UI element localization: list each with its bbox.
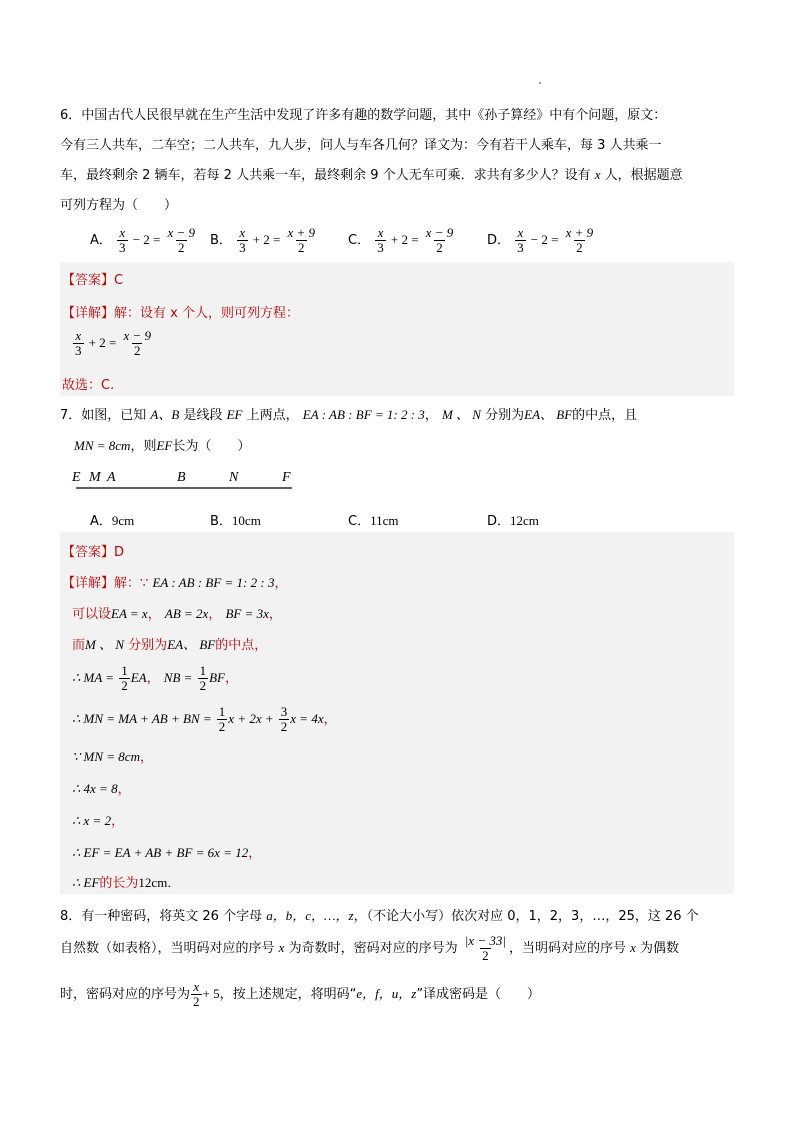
q7-line-1-segments: EA、 BF (524, 407, 573, 422)
q6-option-b[interactable] (210, 226, 318, 255)
q7-line-2-mn: MN = 8cm (74, 438, 131, 453)
q7-line-1-c: 是线段 (183, 408, 223, 423)
q8-line-1-letters: a，b，c，…，z (266, 908, 354, 923)
q7-s2-g: ， (268, 607, 282, 622)
q6-line-1: 6．中国古代人民很早就在生产生活中发现了许多有趣的数学问题，其中《孙子算经》中有个问题，原文： (60, 108, 667, 123)
q7-s9-b: ， (248, 846, 262, 861)
point-label-e: E (72, 470, 81, 485)
q7-option-d[interactable] (487, 510, 539, 529)
scan-dot (539, 82, 541, 84)
q7-option-b-label: B． (210, 514, 232, 529)
point-label-a: A (107, 470, 116, 485)
q6-detail-text: 解：设有 x 个人，则可列方程： (114, 306, 299, 321)
q7-detail-line-4 (72, 664, 238, 693)
q6-option-b-label: B． (210, 233, 232, 248)
segment-figure (70, 466, 300, 494)
q7-s5-half: $\frac{1}{2}$ (218, 704, 226, 734)
q6-option-d[interactable] (487, 226, 596, 255)
q7-s5-a: ∴ MN = MA + AB + BN = (72, 711, 212, 726)
q7-line-2-ef: EF (156, 438, 173, 453)
q7-option-b-value: 10cm (231, 513, 261, 528)
q8-line-2 (60, 934, 679, 963)
q7-s7-a: ∴ 4x = 8 (72, 781, 118, 796)
q8-line-2-a: 自然数（如表格），当明码对应的序号 (60, 941, 275, 956)
q7-s8-b: ， (111, 814, 125, 829)
q7-option-a[interactable] (90, 510, 134, 529)
q6-answer (62, 269, 123, 288)
q6-option-a-right-fraction: $\frac{x - 9}{2}$ (167, 225, 196, 255)
q6-line-4: 可列方程为（ ） (60, 198, 178, 213)
q7-option-c[interactable] (348, 510, 398, 529)
q7-s8-a: ∴ x = 2 (72, 813, 112, 828)
q8-line-3-letters: e，f，u，z (356, 986, 417, 1001)
point-label-b: B (177, 470, 186, 485)
q6-eq-left-fraction: $\frac{x}{3}$ (75, 328, 82, 358)
q7-s4-half-2: $\frac{1}{2}$ (199, 663, 207, 693)
q7-detail-line-7 (72, 778, 131, 797)
q7-detail-ratio: EA : AB : BF = 1: 2 : 3 (152, 575, 275, 590)
q7-line-1-j: 的中点，且 (572, 408, 638, 423)
q7-answer-tag: 【答案】 (62, 545, 115, 560)
q6-option-c-label: C． (348, 233, 371, 248)
q7-detail-line-8 (72, 810, 124, 829)
q7-line-1-a: 7．如图，已知 (60, 408, 147, 423)
point-label-f: F (282, 470, 291, 485)
q7-s4-f: ， (224, 671, 238, 686)
q8-line-2-b: 为奇数时，密码对应的序号为 (288, 941, 458, 956)
q7-s10-b: 的长为 (99, 876, 139, 891)
q7-line-1-e: 上两点， (246, 408, 299, 423)
q8-even-fraction: $\frac{x}{2}$ (193, 979, 200, 1009)
q6-line-2: 今有三人共车，二车空；二人共车，九人步，问人与车各几何？译文为：今有若干人乘车，每 3 人共乘一 (60, 138, 662, 153)
point-label-m: M (89, 470, 101, 485)
q6-option-a[interactable] (90, 226, 198, 255)
q6-answer-panel (60, 262, 734, 396)
point-label-n: N (229, 470, 239, 485)
q7-detail-tag: 【详解】 (62, 576, 115, 591)
q7-detail-line-6 (72, 746, 153, 765)
q6-detail-tag: 【详解】 (62, 306, 115, 321)
q7-option-a-label: A． (90, 514, 112, 529)
q7-s5-d: ， (323, 712, 337, 727)
q7-s10-d: ． (167, 876, 181, 891)
q8-line-2-x2: x (630, 940, 636, 955)
q7-s3-b: M 、 N (85, 637, 125, 652)
q6-option-d-mid: − 2 = (530, 232, 559, 247)
q6-option-b-right-fraction: $\frac{x + 9}{2}$ (287, 225, 316, 255)
q6-equation (72, 329, 154, 358)
q7-s9-a: ∴ EF = EA + AB + BF = 6x = 12 (72, 845, 249, 860)
q7-line-1-points: A、B (150, 407, 180, 422)
q7-s2-b: EA = x (111, 606, 148, 621)
q8-line-3-a: 时，密码对应的序号为 (60, 987, 191, 1002)
q6-option-c-right-fraction: $\frac{x - 9}{2}$ (425, 225, 454, 255)
q7-s3-c: 分别为 (128, 638, 168, 653)
q7-s3-d: EA、 BF (167, 637, 216, 652)
q7-s4-a: ∴ MA = (72, 670, 115, 685)
q6-eq-mid: + 2 = (88, 335, 117, 350)
q8-line-3 (60, 980, 540, 1009)
q7-line-1 (60, 404, 637, 423)
q7-s10-c: 12cm (138, 875, 168, 890)
q6-line-3-text: 车，最终剩余 2 辆车，若每 2 人共乘一车，最终剩余 9 个人无车可乘．求共有多少人？设有 (60, 168, 591, 183)
q6-option-c[interactable] (348, 226, 456, 255)
q7-s4-e: BF (209, 670, 225, 685)
q6-option-a-mid: − 2 = (132, 232, 161, 247)
q8-line-3-b: + 5 (202, 986, 220, 1001)
q7-s5-c: x = 4x (290, 711, 324, 726)
q7-option-c-value: 11cm (370, 513, 399, 528)
q7-s5-three-half: $\frac{3}{2}$ (280, 704, 288, 734)
q6-line-3-var: x (594, 167, 601, 182)
q7-detail-line-10 (72, 872, 180, 891)
q6-option-a-left-fraction: $\frac{x}{3}$ (119, 225, 126, 255)
q7-s4-b: EA (130, 670, 147, 685)
q7-option-a-value: 9cm (111, 513, 135, 528)
q7-line-1-ef: EF (226, 407, 243, 422)
q7-answer (62, 541, 124, 560)
q7-option-d-value: 12cm (510, 513, 539, 528)
q6-option-d-right-fraction: $\frac{x + 9}{2}$ (565, 225, 594, 255)
q7-answer-value: D (114, 545, 125, 560)
q7-s6-a: ∵ MN = 8cm (72, 749, 140, 764)
q7-option-b[interactable] (210, 510, 261, 529)
q6-eq-right-fraction: $\frac{x - 9}{2}$ (123, 328, 151, 358)
q8-odd-fraction: $\frac{|x - 33|}{2}$ (464, 933, 506, 963)
q6-answer-tag: 【答案】 (62, 273, 115, 288)
q7-detail-line-1: 【详解】解：∵ EA : AB : BF = 1: 2 : 3， (62, 575, 288, 591)
q8-line-1-a: 8．有一种密码，将英文 26 个字母 (60, 909, 263, 924)
q7-line-2-b: ，则 (130, 439, 157, 454)
q7-s4-d: NB = (163, 670, 193, 685)
q7-line-2-d: 长为（ ） (172, 439, 251, 454)
q8-line-2-c: ，当明码对应的序号 (508, 941, 626, 956)
q6-option-c-left-fraction: $\frac{x}{3}$ (377, 225, 384, 255)
q6-answer-value: C (114, 273, 124, 288)
q7-line-1-ratio: EA : AB : BF = 1: 2 : 3 (302, 407, 425, 422)
q8-line-3-e: ”译成密码是（ ） (416, 987, 541, 1002)
q7-s4-c: ， (146, 671, 160, 686)
q7-line-1-f: ， (424, 408, 438, 423)
q7-s5-b: x + 2x + (228, 711, 274, 726)
q6-line-3-end: 人，根据题意 (604, 168, 683, 183)
q6-conclusion: 故选：C. (62, 378, 115, 393)
q7-s3-a: 而 (72, 638, 86, 653)
q7-s2-f: BF = 3x (225, 606, 269, 621)
q6-option-c-mid: + 2 = (390, 232, 419, 247)
q8-line-1 (60, 905, 699, 924)
q7-detail-line-9 (72, 842, 261, 861)
q7-s2-c: ， (147, 607, 161, 622)
q7-s3-e: 的中点， (215, 638, 268, 653)
q6-option-d-left-fraction: $\frac{x}{3}$ (517, 225, 524, 255)
q7-option-c-label: C． (348, 514, 371, 529)
q7-line-1-mn: M 、 N (441, 407, 481, 422)
q8-line-2-x: x (278, 940, 285, 955)
q7-option-d-label: D． (487, 514, 511, 529)
q8-line-1-c: ，（不论大小写）依次对应 0，1，2，3，…，25，这 26 个 (353, 909, 699, 924)
q7-detail-line-2 (72, 603, 282, 622)
q6-option-b-mid: + 2 = (252, 232, 281, 247)
q6-detail (62, 302, 299, 321)
q7-detail-pre: 解：∵ (114, 576, 149, 591)
q7-line-2 (74, 435, 250, 454)
q7-s7-b: ， (117, 782, 131, 797)
q7-s2-a: 可以设 (72, 607, 112, 622)
q6-line-3 (60, 164, 683, 183)
q7-s6-b: ， (139, 750, 153, 765)
q7-s10-a: ∴ EF (72, 875, 100, 890)
q8-line-3-c: ，按上述规定，将明码“ (219, 987, 357, 1002)
q6-option-b-left-fraction: $\frac{x}{3}$ (239, 225, 246, 255)
q7-detail-line-5 (72, 705, 337, 734)
q8-line-2-d: 为偶数 (640, 941, 680, 956)
q7-s4-half-1: $\frac{1}{2}$ (121, 663, 128, 693)
q6-option-a-label: A． (90, 233, 112, 248)
q6-option-d-label: D． (487, 233, 511, 248)
q7-detail-line-3 (72, 634, 267, 653)
q7-s2-d: AB = 2x (164, 606, 209, 621)
q7-line-1-h: 分别为 (485, 408, 525, 423)
q7-s2-e: ， (208, 607, 222, 622)
